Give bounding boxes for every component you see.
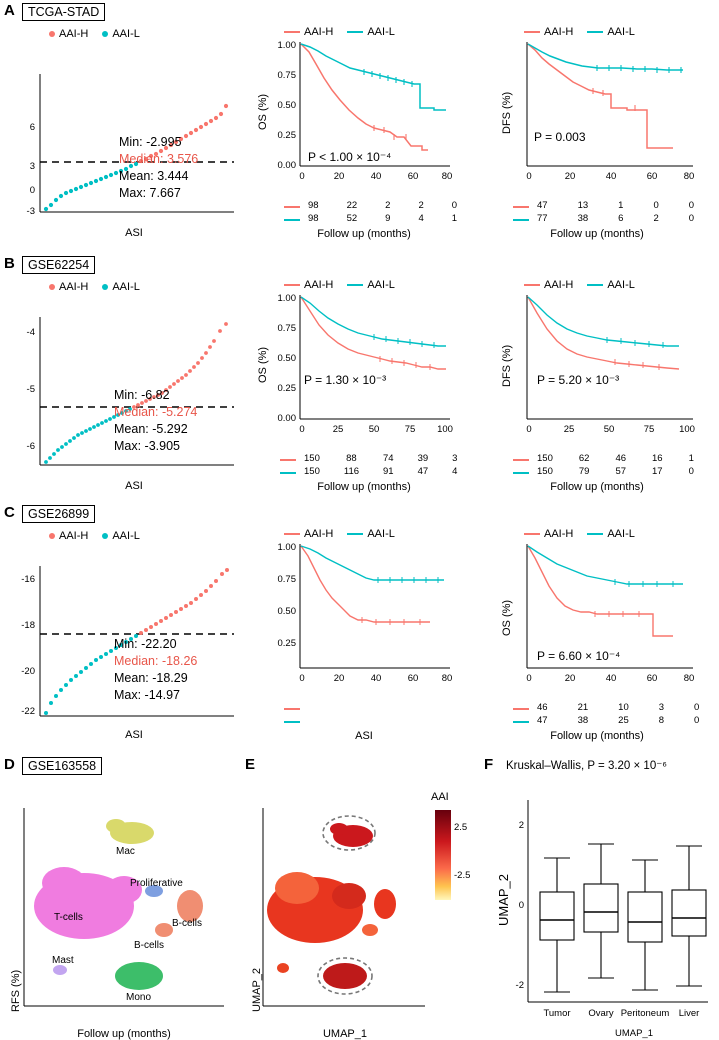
risk-cell: 0 (688, 466, 694, 477)
chart-c-os (254, 540, 454, 700)
risk-cell: 0 (694, 702, 700, 713)
chart-c-os-legend (284, 528, 395, 540)
risk-cell (342, 702, 368, 713)
risk-cell: 47 (417, 466, 429, 477)
legend-line-low (587, 533, 603, 535)
svg-text:50: 50 (368, 424, 380, 435)
chart-c-os-xlabel: ASI (355, 730, 373, 742)
chart-b-os-legend (284, 279, 395, 291)
risk-cell: 1 (618, 200, 624, 211)
svg-text:0.00: 0.00 (277, 160, 296, 171)
risk-cell: 0 (694, 715, 700, 726)
risk-row-low (282, 715, 424, 726)
svg-text:20: 20 (333, 171, 345, 182)
risk-cell: 0 (653, 200, 659, 211)
svg-text:25: 25 (563, 424, 575, 435)
svg-text:100: 100 (679, 424, 695, 435)
chart-c-rfs-pvalue: P = 6.60 × 10⁻⁴ (537, 649, 621, 663)
svg-text:Mono: Mono (126, 992, 152, 1003)
risk-line-high (284, 206, 300, 208)
svg-text:0: 0 (526, 424, 532, 435)
panel-f-letter: F (484, 756, 494, 773)
svg-text:80: 80 (683, 673, 695, 684)
stat-max: Max: -14.97 (114, 687, 181, 702)
risk-line-low (513, 721, 529, 723)
legend-item-high (284, 279, 333, 291)
panel-d (4, 756, 254, 1040)
chart-a-os (254, 38, 454, 198)
chart-b-dfs (497, 291, 707, 451)
svg-text:1.00: 1.00 (277, 293, 296, 304)
svg-text:Tumor: Tumor (543, 1008, 571, 1019)
stat-mean: Mean: -5.292 (114, 421, 188, 436)
chart-c-rfs-risk-table (509, 700, 705, 728)
chart-c-rfs-xlabel: Follow up (months) (550, 730, 644, 742)
legend-item-low (102, 530, 140, 542)
risk-cell: 91 (383, 466, 394, 477)
risk-line-low (513, 472, 529, 474)
svg-text:-5: -5 (26, 384, 35, 395)
risk-line-low (280, 472, 296, 474)
svg-text:40: 40 (605, 171, 617, 182)
chart-d-ylabel: RFS (%) (10, 969, 22, 1012)
svg-text:20: 20 (564, 673, 576, 684)
risk-cell: 46 (537, 702, 548, 713)
svg-text:-2: -2 (515, 980, 524, 991)
svg-text:100: 100 (437, 424, 453, 435)
chart-c-os-risk-table (280, 700, 426, 728)
chart-f-box (484, 780, 714, 1020)
legend-label-low: AAI-L (607, 528, 635, 540)
chart-e-umap (245, 778, 485, 1028)
risk-cell: 77 (537, 213, 548, 224)
legend-line-low (347, 284, 363, 286)
svg-text:-22: -22 (21, 706, 35, 717)
risk-line-low (513, 219, 529, 221)
chart-a-dfs-risk-table (509, 198, 700, 226)
chart-a-dfs-xlabel: Follow up (months) (550, 228, 644, 240)
svg-text:0: 0 (526, 171, 532, 182)
chart-a-dfs (497, 38, 707, 198)
risk-cell (314, 715, 340, 726)
legend-label-high: AAI-H (544, 528, 574, 540)
legend-label-high: AAI-H (304, 528, 334, 540)
svg-text:Liver: Liver (678, 1008, 700, 1019)
stat-min: Min: -2.995 (119, 135, 182, 149)
risk-cell: 46 (615, 453, 627, 464)
risk-cell (398, 702, 424, 713)
legend-item-high (49, 530, 88, 542)
chart-b-os-risk-table (276, 451, 463, 479)
chart-f-ylabel: UMAP_2 (496, 873, 511, 926)
chart-c-rfs-ylabel: OS (%) (501, 599, 513, 636)
chart-b-os-xlabel: Follow up (months) (317, 481, 411, 493)
panel-f-title: Kruskal–Wallis, P = 3.20 × 10⁻⁶ (506, 760, 668, 772)
chart-b-dfs-risk-table (509, 451, 700, 479)
chart-b-dfs-ylabel: DFS (%) (501, 344, 513, 387)
risk-cell: 16 (652, 453, 663, 464)
risk-row-low (282, 213, 461, 224)
svg-text:0.75: 0.75 (277, 574, 296, 585)
chart-b-dfs-xlabel: Follow up (months) (550, 481, 644, 493)
svg-text:-4: -4 (26, 327, 35, 338)
svg-text:80: 80 (683, 171, 695, 182)
svg-text:80: 80 (441, 171, 453, 182)
legend-line-low (587, 284, 603, 286)
legend-dot-high (49, 284, 55, 290)
svg-text:-20: -20 (21, 666, 35, 677)
svg-text:0.75: 0.75 (277, 323, 296, 334)
svg-text:1.00: 1.00 (277, 40, 296, 51)
svg-text:2.5: 2.5 (454, 822, 468, 833)
risk-cell: 38 (577, 213, 589, 224)
risk-cell: 2 (418, 200, 424, 211)
svg-text:40: 40 (370, 171, 382, 182)
risk-cell: 79 (578, 466, 590, 477)
risk-cell: 8 (658, 715, 665, 726)
legend-item-high (284, 26, 333, 38)
legend-line-high (284, 31, 300, 33)
svg-text:75: 75 (643, 424, 655, 435)
legend-label-high: AAI-H (59, 281, 89, 293)
risk-cell: 39 (417, 453, 429, 464)
panel-a-letter: A (4, 2, 15, 19)
risk-row-low (511, 213, 698, 224)
risk-cell (314, 702, 340, 713)
chart-b-dfs-pvalue: P = 5.20 × 10⁻³ (537, 373, 620, 387)
svg-text:6: 6 (29, 122, 35, 133)
risk-cell: 0 (688, 213, 695, 224)
risk-cell: 52 (346, 213, 358, 224)
panel-b (4, 255, 719, 498)
legend-label-low: AAI-L (367, 279, 395, 291)
svg-text:-2.5: -2.5 (454, 870, 471, 881)
svg-text:Mac: Mac (116, 846, 135, 857)
stat-max: Max: -3.905 (114, 438, 181, 453)
legend-line-high (284, 284, 300, 286)
risk-row-high (282, 702, 424, 713)
svg-text:40: 40 (370, 673, 382, 684)
chart-b-asi-xlabel: ASI (125, 480, 143, 492)
panel-c-asi-legend (49, 530, 140, 542)
risk-line-high (513, 206, 529, 208)
stat-median: Median: -5.274 (114, 404, 198, 419)
stat-median: Median: -18.26 (114, 653, 198, 668)
legend-label-low: AAI-L (367, 528, 395, 540)
risk-cell: 21 (577, 702, 589, 713)
risk-cell: 3 (452, 453, 458, 464)
risk-cell: 4 (418, 213, 424, 224)
legend-item-low (347, 279, 395, 291)
svg-text:2: 2 (518, 820, 524, 831)
legend-dot-high (49, 533, 55, 539)
chart-b-os-pvalue: P = 1.30 × 10⁻³ (304, 373, 387, 387)
chart-a-dfs-legend (524, 26, 635, 38)
panel-e-letter: E (245, 756, 256, 773)
svg-text:40: 40 (605, 673, 617, 684)
risk-cell: 0 (688, 200, 695, 211)
legend-item-low (587, 528, 635, 540)
svg-text:B-cells: B-cells (134, 940, 165, 951)
chart-e-ylabel: UMAP_2 (251, 967, 263, 1012)
chart-b-os (254, 291, 454, 451)
risk-row-high (282, 200, 461, 211)
risk-cell: 4 (452, 466, 458, 477)
chart-a-os-risk-table (280, 198, 463, 226)
legend-item-low (347, 528, 395, 540)
risk-cell: 57 (615, 466, 627, 477)
risk-cell: 25 (618, 715, 629, 726)
risk-cell: 1 (451, 213, 458, 224)
svg-text:T-cells: T-cells (54, 912, 83, 923)
risk-cell: 62 (578, 453, 590, 464)
svg-text:75: 75 (404, 424, 416, 435)
legend-item-low (102, 28, 140, 40)
panel-c-title: GSE26899 (22, 505, 95, 523)
chart-a-dfs-ylabel: DFS (%) (501, 91, 513, 134)
svg-text:0: 0 (299, 424, 305, 435)
legend-item-high (524, 528, 573, 540)
svg-text:Ovary: Ovary (588, 1008, 614, 1019)
risk-cell (398, 715, 424, 726)
legend-line-high (284, 533, 300, 535)
legend-line-low (587, 31, 603, 33)
chart-c-rfs-legend (524, 528, 635, 540)
legend-label-low: AAI-L (367, 26, 395, 38)
risk-row-low (278, 466, 461, 477)
panel-a-asi-legend (49, 28, 140, 40)
risk-cell: 17 (652, 466, 663, 477)
risk-cell: 6 (618, 213, 624, 224)
svg-text:0.50: 0.50 (277, 353, 296, 364)
svg-text:0: 0 (299, 171, 305, 182)
legend-line-low (347, 533, 363, 535)
svg-text:0: 0 (526, 673, 532, 684)
risk-cell (304, 702, 312, 713)
legend-item-low (587, 26, 635, 38)
risk-cell: 2 (653, 213, 659, 224)
legend-item-low (102, 281, 140, 293)
legend-item-high (524, 26, 573, 38)
svg-text:Mast: Mast (52, 955, 74, 966)
svg-text:0.50: 0.50 (277, 100, 296, 111)
chart-c-asi-xlabel: ASI (125, 729, 143, 741)
risk-row-high (278, 453, 461, 464)
chart-d-umap (4, 778, 244, 1028)
risk-cell: 88 (346, 453, 357, 464)
legend-label-low: AAI-L (607, 26, 635, 38)
risk-cell (342, 715, 368, 726)
stat-max: Max: 7.667 (119, 185, 181, 200)
legend-label-high: AAI-H (544, 26, 574, 38)
chart-b-os-ylabel: OS (%) (257, 346, 269, 383)
risk-cell: 74 (383, 453, 394, 464)
risk-cell (370, 702, 396, 713)
legend-item-low (587, 279, 635, 291)
risk-cell: 10 (618, 702, 629, 713)
panel-e (245, 756, 485, 1040)
risk-cell: 116 (343, 466, 360, 477)
svg-text:0.50: 0.50 (277, 606, 296, 617)
legend-item-high (284, 528, 333, 540)
risk-line-high (513, 459, 529, 461)
svg-text:50: 50 (603, 424, 615, 435)
risk-row-low (511, 466, 698, 477)
panel-b-asi-legend (49, 281, 140, 293)
svg-text:60: 60 (646, 171, 658, 182)
chart-a-asi-stats (119, 134, 198, 202)
panel-c (4, 504, 719, 747)
legend-item-high (49, 281, 88, 293)
risk-cell (370, 715, 396, 726)
risk-cell: 13 (577, 200, 589, 211)
panel-a (4, 2, 719, 245)
svg-text:-6: -6 (26, 441, 35, 452)
svg-text:0: 0 (518, 900, 524, 911)
stat-median: Median: 3.576 (119, 151, 199, 166)
chart-e-xlabel: UMAP_1 (322, 1028, 368, 1040)
svg-text:60: 60 (407, 673, 419, 684)
legend-dot-low (102, 533, 108, 539)
svg-text:-3: -3 (26, 206, 35, 217)
svg-text:0.25: 0.25 (277, 638, 296, 649)
panel-d-title: GSE163558 (22, 757, 102, 775)
risk-cell: 3 (658, 702, 665, 713)
risk-cell: 0 (451, 200, 458, 211)
legend-label-low: AAI-L (112, 530, 140, 542)
chart-a-os-pvalue: P < 1.00 × 10⁻⁴ (308, 150, 392, 164)
risk-cell: 150 (304, 453, 320, 464)
risk-cell: 150 (304, 466, 320, 477)
legend-label-low: AAI-L (607, 279, 635, 291)
risk-cell: 47 (537, 200, 548, 211)
svg-text:B-cells: B-cells (172, 918, 203, 929)
panel-b-title: GSE62254 (22, 256, 95, 274)
legend-label-high: AAI-H (59, 28, 89, 40)
stat-mean: Mean: 3.444 (119, 168, 189, 183)
svg-text:3: 3 (29, 161, 35, 172)
svg-text:-18: -18 (21, 620, 35, 631)
svg-text:AAI: AAI (431, 791, 449, 803)
risk-cell: 2 (385, 200, 391, 211)
legend-line-high (524, 31, 540, 33)
risk-cell: 150 (537, 453, 553, 464)
svg-text:0.00: 0.00 (277, 413, 296, 424)
svg-text:Proliferative: Proliferative (130, 878, 183, 889)
chart-a-os-ylabel: OS (%) (257, 93, 269, 130)
legend-label-low: AAI-L (112, 281, 140, 293)
stat-min: Min: -6.82 (114, 388, 170, 402)
risk-line-high (280, 459, 296, 461)
risk-row-high (511, 702, 703, 713)
legend-label-high: AAI-H (59, 530, 89, 542)
svg-text:1.00: 1.00 (277, 542, 296, 553)
panel-d-letter: D (4, 756, 15, 773)
legend-label-low: AAI-L (112, 28, 140, 40)
legend-item-low (347, 26, 395, 38)
svg-text:Peritoneum: Peritoneum (620, 1008, 670, 1019)
stat-min: Min: -22.20 (114, 637, 177, 651)
risk-line-high (513, 708, 529, 710)
risk-cell: 38 (577, 715, 589, 726)
svg-text:0: 0 (29, 185, 35, 196)
legend-item-high (49, 28, 88, 40)
panel-f (484, 756, 719, 1039)
risk-cell: 98 (308, 200, 319, 211)
legend-dot-high (49, 31, 55, 37)
panel-a-title: TCGA-STAD (22, 3, 105, 21)
risk-line-low (284, 721, 300, 723)
legend-dot-low (102, 284, 108, 290)
svg-text:20: 20 (333, 673, 345, 684)
svg-text:25: 25 (332, 424, 344, 435)
svg-text:0.75: 0.75 (277, 70, 296, 81)
chart-b-asi-stats (114, 387, 197, 455)
risk-row-high (511, 200, 698, 211)
risk-cell (304, 715, 312, 726)
risk-line-low (284, 219, 300, 221)
svg-text:20: 20 (564, 171, 576, 182)
chart-a-asi-xlabel: ASI (125, 227, 143, 239)
chart-f-xlabel: UMAP_1 (614, 1028, 653, 1039)
risk-cell: 150 (537, 466, 553, 477)
risk-cell: 47 (537, 715, 548, 726)
svg-text:0.25: 0.25 (277, 130, 296, 141)
risk-row-high (511, 453, 698, 464)
legend-line-high (524, 533, 540, 535)
svg-text:60: 60 (407, 171, 419, 182)
svg-text:0: 0 (299, 673, 305, 684)
chart-a-dfs-pvalue: P = 0.003 (534, 130, 586, 144)
panel-b-letter: B (4, 255, 15, 272)
risk-cell: 98 (308, 213, 319, 224)
svg-text:0.25: 0.25 (277, 383, 296, 394)
svg-text:60: 60 (646, 673, 658, 684)
panel-c-letter: C (4, 504, 15, 521)
risk-line-high (284, 708, 300, 710)
risk-cell: 1 (688, 453, 694, 464)
legend-label-high: AAI-H (544, 279, 574, 291)
legend-label-high: AAI-H (304, 26, 334, 38)
chart-a-os-xlabel: Follow up (months) (317, 228, 411, 240)
risk-row-low (511, 715, 703, 726)
legend-dot-low (102, 31, 108, 37)
chart-d-xlabel: Follow up (months) (77, 1028, 171, 1040)
stat-mean: Mean: -18.29 (114, 670, 188, 685)
legend-label-high: AAI-H (304, 279, 334, 291)
svg-text:80: 80 (441, 673, 453, 684)
legend-line-low (347, 31, 363, 33)
risk-cell: 9 (385, 213, 391, 224)
chart-b-dfs-legend (524, 279, 635, 291)
chart-c-rfs (497, 540, 707, 700)
risk-cell: 22 (346, 200, 358, 211)
legend-item-high (524, 279, 573, 291)
chart-c-asi-stats (114, 636, 197, 704)
legend-line-high (524, 284, 540, 286)
chart-a-os-legend (284, 26, 395, 38)
svg-text:-16: -16 (21, 574, 35, 585)
